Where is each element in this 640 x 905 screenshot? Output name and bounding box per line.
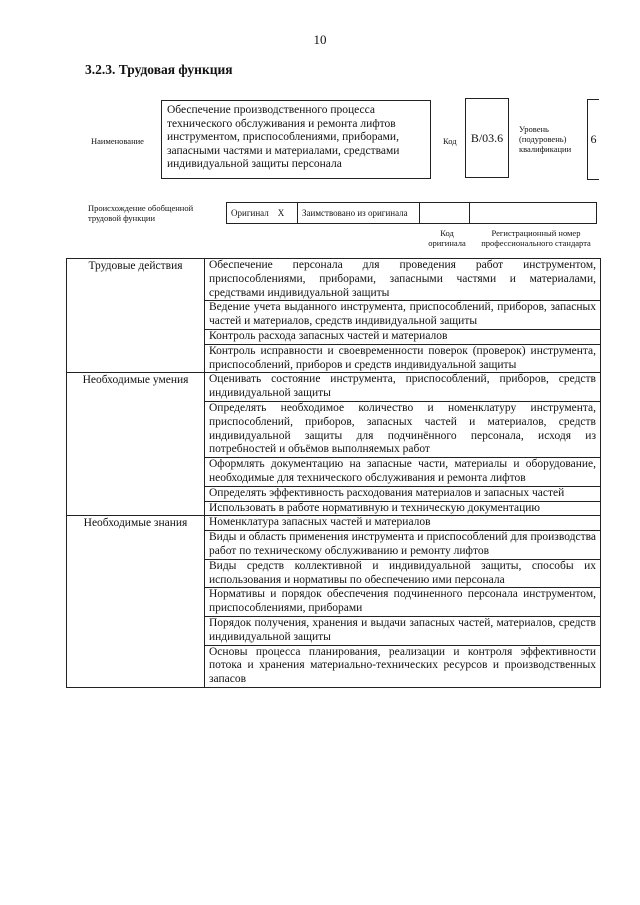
category-cell: Необходимые умения: [67, 373, 205, 516]
code-original-cell: [419, 202, 470, 224]
qualification-level-box: 6: [587, 99, 599, 180]
category-cell: Трудовые действия: [67, 259, 205, 373]
item-cell: Ведение учета выданного инструмента, приспособлений, приборов, запасных частей и материалов, средств индивидуальной защиты: [205, 301, 601, 330]
original-label: Оригинал: [231, 208, 269, 218]
item-cell: Порядок получения, хранения и выдачи запасных частей, материалов, средств индивидуальной защиты: [205, 616, 601, 645]
original-mark: X: [277, 208, 285, 218]
origin-row: [226, 202, 598, 224]
table-row: [67, 259, 601, 301]
item-cell: Оценивать состояние инструмента, приспособлений, приборов, средств индивидуальной защиты: [205, 373, 601, 402]
function-code-box: B/03.6: [465, 98, 509, 178]
item-cell: Использовать в работе нормативную и техническую документацию: [205, 501, 601, 516]
table-row: [67, 373, 601, 402]
item-cell: Нормативы и порядок обеспечения подчиненного персонала инструментом, приспособлениями, приборами: [205, 588, 601, 617]
function-name-box: Обеспечение производственного процесса технического обслуживания и ремонта лифтов инструментом, приспособлениями, приборами, запасными частями и материалами, средствами индивидуальной защиты персонала: [161, 100, 431, 179]
section-title: 3.2.3. Трудовая функция: [85, 62, 233, 77]
function-details-table: [66, 258, 601, 688]
name-label: Наименование: [91, 136, 144, 146]
qualification-level-label: Уровень (подуровень) квалификации: [519, 124, 572, 154]
origin-label: Происхождение обобщенной трудовой функции: [88, 203, 194, 223]
category-cell: Необходимые знания: [67, 516, 205, 688]
item-cell: Основы процесса планирования, реализации и контроля эффективности потока и хранения материально-технических ресурсов и производственных запасов: [205, 645, 601, 687]
reg-number-caption: Регистрационный номер профессионального стандарта: [481, 228, 591, 248]
item-cell: Виды средств коллективной и индивидуальной защиты, способы их использования и нормативы по обеспечению ими персонала: [205, 559, 601, 588]
page-number: 10: [313, 32, 327, 47]
item-cell: Контроль исправности и своевременности поверок (проверок) инструмента, приспособлений, приборов и средств индивидуальной защиты: [205, 344, 601, 373]
code-label: Код: [443, 136, 457, 146]
table-row: [67, 516, 601, 531]
item-cell: Оформлять документацию на запасные части, материалы и оборудование, необходимые для технического обслуживания и ремонта лифтов: [205, 458, 601, 487]
item-cell: Обеспечение персонала для проведения работ инструментом, приспособлениями, приборами, запасными частями и материалами, средствами индивидуальной защиты: [205, 259, 601, 301]
item-cell: Номенклатура запасных частей и материалов: [205, 516, 601, 531]
item-cell: Контроль расхода запасных частей и материалов: [205, 329, 601, 344]
item-cell: Определять необходимое количество и номенклатуру инструмента, приспособлений, приборов, запасных частей и материалов, средств индивидуальной защиты для подчинённого персонала, исходя из потребностей и объёмов выполняемых работ: [205, 401, 601, 457]
reg-number-cell: [469, 202, 597, 224]
borrowed-cell: Заимствовано из оригинала: [297, 202, 420, 224]
item-cell: Виды и область применения инструмента и приспособлений для производства работ по техническому обслуживанию и ремонту лифтов: [205, 531, 601, 560]
original-cell: [226, 202, 298, 224]
code-original-caption: Код оригинала: [428, 228, 466, 248]
item-cell: Определять эффективность расходования материалов и запасных частей: [205, 486, 601, 501]
